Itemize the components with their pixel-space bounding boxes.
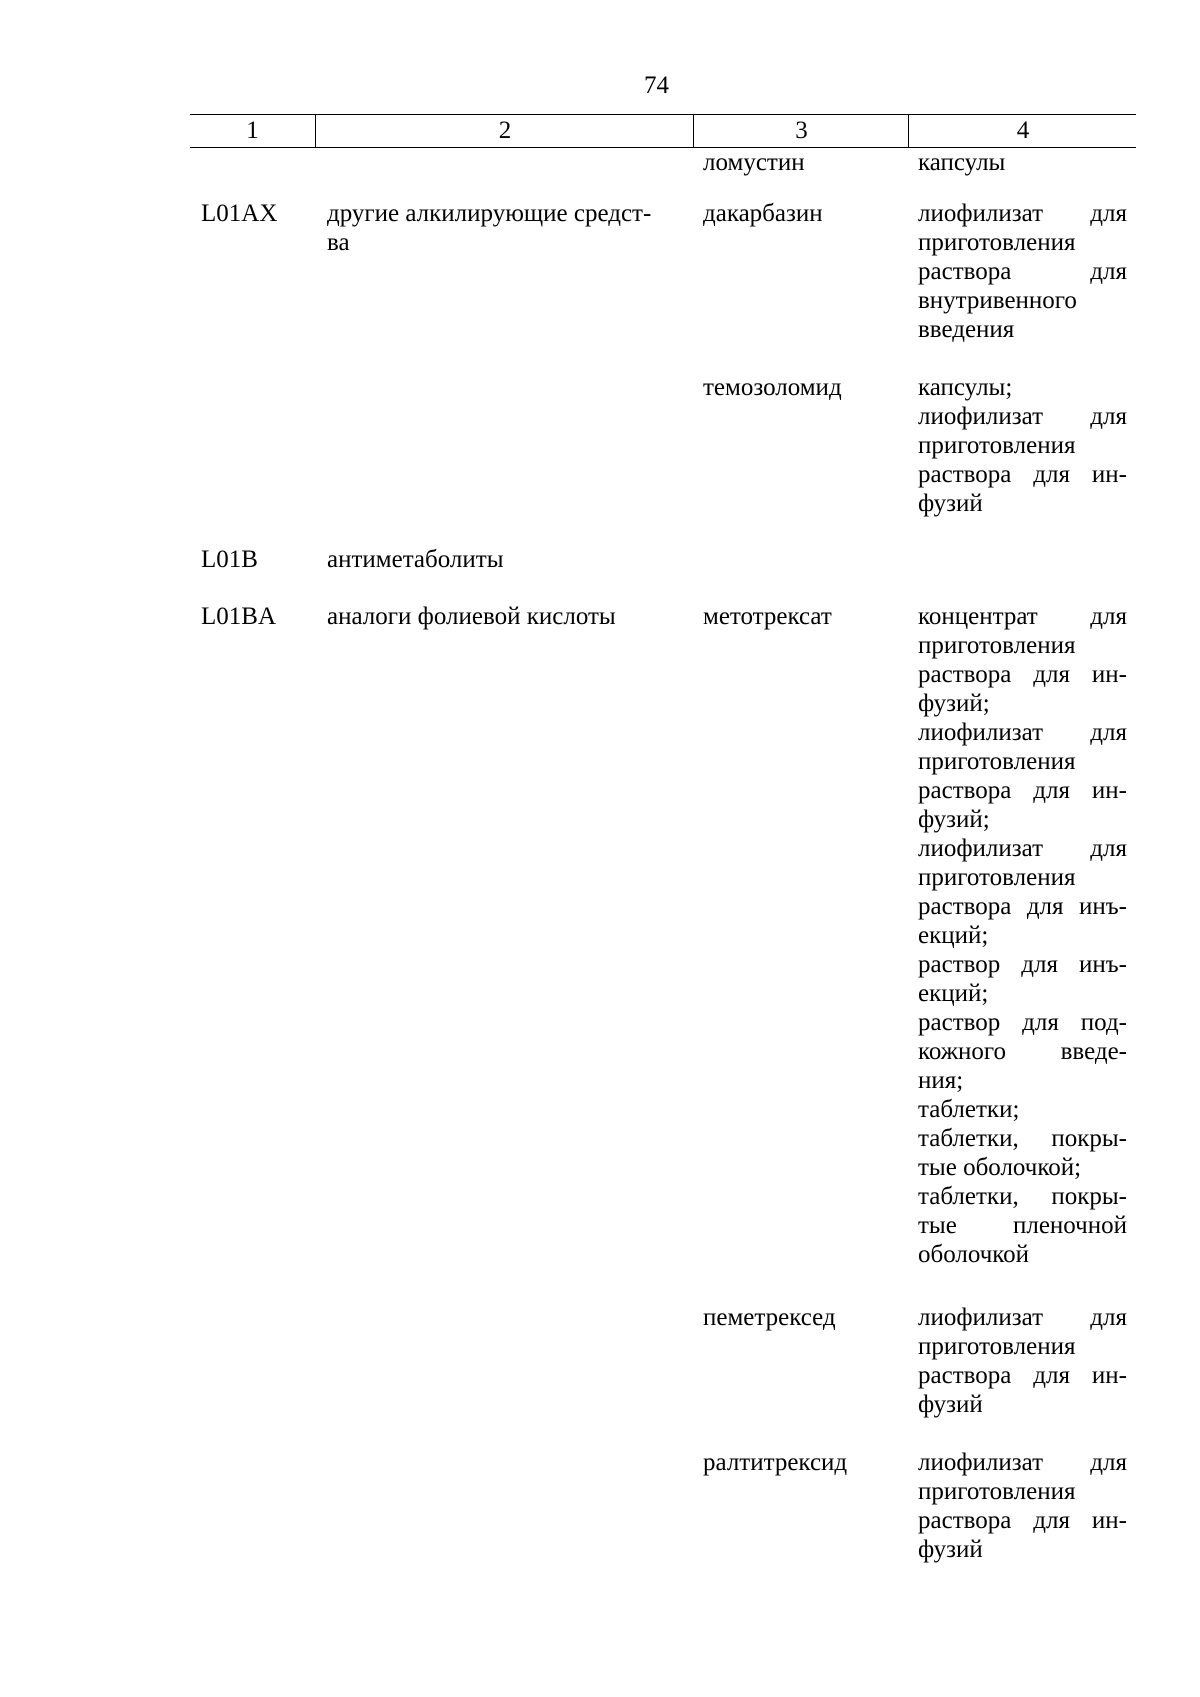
table-row-drug: метотрексат xyxy=(703,603,832,630)
dosage-form-line: раствор для инъ- xyxy=(918,951,1127,978)
dosage-form-line: раствора для ин- xyxy=(918,777,1127,804)
dosage-form-line: таблетки, покры- xyxy=(918,1183,1127,1210)
dosage-form-line: приготовления xyxy=(918,864,1076,891)
dosage-form-line: лиофилизат для xyxy=(918,835,1127,862)
dosage-form-line: фузий; xyxy=(918,690,990,717)
header-col-1: 1 xyxy=(246,117,259,144)
dosage-form-line: екций; xyxy=(918,922,989,949)
dosage-form-line: концентрат для xyxy=(918,603,1127,630)
dosage-form-line: приготовления xyxy=(918,632,1076,659)
table-row-code: L01BA xyxy=(201,603,276,630)
table-row-forms xyxy=(918,373,1127,518)
dosage-form-line: приготовления xyxy=(918,432,1076,459)
dosage-form-line: раствор для под- xyxy=(918,1009,1127,1036)
dosage-form-line: лиофилизат для xyxy=(918,1449,1127,1476)
table-row-code: L01AX xyxy=(201,200,278,227)
table-row-forms xyxy=(918,199,1127,344)
page-number: 74 xyxy=(644,72,669,99)
dosage-form-line: фузий xyxy=(918,490,983,517)
dosage-form-line: капсулы; xyxy=(918,374,1013,401)
dosage-form-line: капсулы xyxy=(918,149,1006,176)
table-row-drug: дакарбазин xyxy=(703,200,823,227)
table-row-group: другие алкилирующие средст- ва xyxy=(327,200,652,256)
table-row-drug: ралтитрексид xyxy=(703,1449,848,1476)
dosage-form-line: раствора для xyxy=(918,258,1127,285)
dosage-form-line: лиофилизат для xyxy=(918,719,1127,746)
table-row-drug: темозоломид xyxy=(703,374,842,401)
dosage-form-line: таблетки; xyxy=(918,1096,1020,1123)
table-row-drug: пеметрексед xyxy=(703,1304,836,1331)
dosage-form-line: фузий xyxy=(918,1391,983,1418)
dosage-form-line: фузий; xyxy=(918,806,990,833)
dosage-form-line: лиофилизат для xyxy=(918,1304,1127,1331)
dosage-form-line: тые пленочной xyxy=(918,1212,1127,1239)
dosage-form-line: раствора для инъ- xyxy=(918,893,1127,920)
table-row-forms xyxy=(918,1448,1127,1564)
table-row-group: аналоги фолиевой кислоты xyxy=(327,603,616,630)
dosage-form-line: тые оболочкой; xyxy=(918,1154,1082,1181)
dosage-form-line: екций; xyxy=(918,980,989,1007)
drug-table xyxy=(190,114,1136,148)
header-col-4: 4 xyxy=(908,115,1137,147)
dosage-form-line: лиофилизат для xyxy=(918,403,1127,430)
table-row-forms xyxy=(918,148,1127,177)
dosage-form-line: кожного введе- xyxy=(918,1038,1127,1065)
dosage-form-line: раствора для ин- xyxy=(918,661,1127,688)
table-row-forms xyxy=(918,602,1127,1269)
dosage-form-line: приготовления xyxy=(918,229,1076,256)
dosage-form-line: оболочкой xyxy=(918,1241,1030,1268)
header-col-2: 2 xyxy=(315,115,694,147)
dosage-form-line: приготовления xyxy=(918,1478,1076,1505)
dosage-form-line: введения xyxy=(918,316,1015,343)
table-header-row xyxy=(190,114,1136,148)
dosage-form-line: раствора для ин- xyxy=(918,1507,1127,1534)
dosage-form-line: раствора для ин- xyxy=(918,461,1127,488)
dosage-form-line: лиофилизат для xyxy=(918,200,1127,227)
header-col-3: 3 xyxy=(693,115,909,147)
dosage-form-line: фузий xyxy=(918,1536,983,1563)
table-row-group: антиметаболиты xyxy=(327,546,504,573)
dosage-form-line: приготовления xyxy=(918,1333,1076,1360)
table-row-forms xyxy=(918,1303,1127,1419)
dosage-form-line: ния; xyxy=(918,1067,964,1094)
dosage-form-line: раствора для ин- xyxy=(918,1362,1127,1389)
dosage-form-line: таблетки, покры- xyxy=(918,1125,1127,1152)
table-row-code: L01B xyxy=(201,546,258,573)
table-row-drug: ломустин xyxy=(703,149,805,176)
dosage-form-line: приготовления xyxy=(918,748,1076,775)
dosage-form-line: внутривенного xyxy=(918,287,1077,314)
